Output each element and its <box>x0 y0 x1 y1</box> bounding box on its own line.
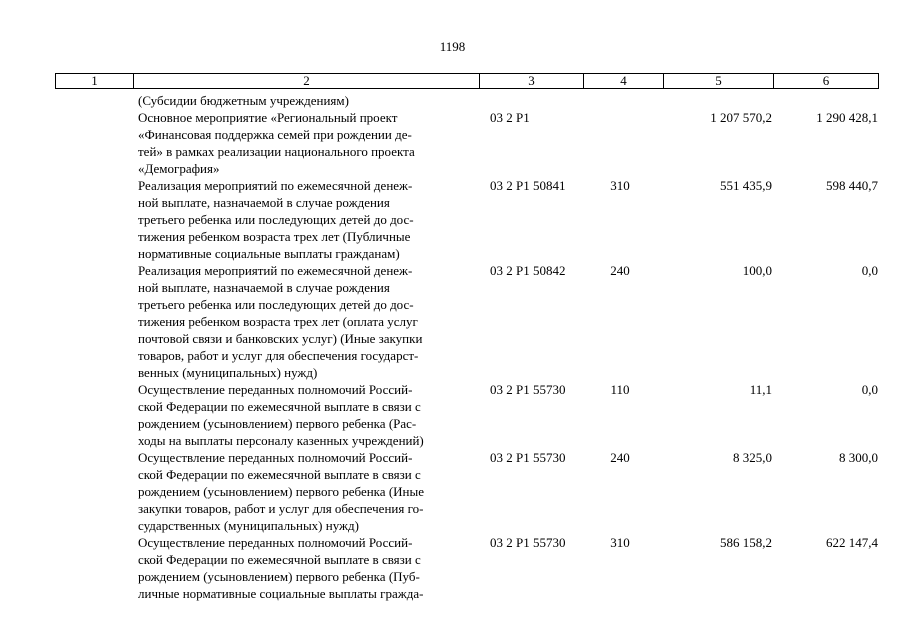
cell-value-2: 598 440,7 <box>826 178 878 193</box>
cell-name: Основное мероприятие «Региональный проект «Финансовая поддержка семей при рождении де- тей» в рамках реализации национального проекта «Демография» <box>138 110 415 176</box>
table-body <box>55 92 879 602</box>
cell-name: Реализация мероприятий по ежемесячной денеж- ной выплате, назначаемой в случае рождения третьего ребенка или последующих детей до дос- тижения ребенком возраста трех лет (оплата услуг почтовой связи и банковских услуг) (Иные закупки товаров, работ и услуг для обеспечения государст- венных (муниципальных) нужд) <box>138 263 423 380</box>
cell-value-2: 8 300,0 <box>839 450 878 465</box>
cell-type: 310 <box>610 535 630 550</box>
cell-value-1: 100,0 <box>742 263 772 278</box>
table-row <box>55 109 879 177</box>
cell-type: 240 <box>610 450 630 465</box>
table-row <box>55 449 879 534</box>
cell-name: Осуществление переданных полномочий Россий- ской Федерации по ежемесячной выплате в связи с рождением (усыновлением) первого ребенка (Иные закупки товаров, работ и услуг для обеспечения го- сударственных (муниципальных) нужд) <box>138 450 424 533</box>
header-col-2: 2 <box>133 74 479 88</box>
cell-value-1: 551 435,9 <box>720 178 772 193</box>
table-row <box>55 92 879 109</box>
cell-name: Осуществление переданных полномочий Россий- ской Федерации по ежемесячной выплате в связи с рождением (усыновлением) первого ребенка (Пуб- личные нормативные социальные выплаты гражда- <box>138 535 424 601</box>
cell-code: 03 2 P1 55730 <box>490 535 566 550</box>
table-row <box>55 177 879 262</box>
cell-name: Осуществление переданных полномочий Россий- ской Федерации по ежемесячной выплате в связи с рождением (усыновлением) первого ребенка (Рас- ходы на выплаты персоналу казенных учреждений) <box>138 382 424 448</box>
cell-value-2: 0,0 <box>861 263 878 278</box>
cell-value-1: 8 325,0 <box>733 450 772 465</box>
cell-value-1: 11,1 <box>749 382 772 397</box>
header-col-1: 1 <box>91 73 98 88</box>
header-col-6: 6 <box>773 74 878 88</box>
cell-value-2: 622 147,4 <box>826 535 878 550</box>
cell-name: (Субсидии бюджетным учреждениям) <box>138 93 349 108</box>
cell-type: 110 <box>610 382 630 397</box>
cell-code: 03 2 P1 <box>490 110 530 125</box>
cell-type: 240 <box>610 263 630 278</box>
table-row <box>55 262 879 381</box>
header-col-4: 4 <box>583 74 663 88</box>
header-col-3: 3 <box>479 74 583 88</box>
cell-value-1: 1 207 570,2 <box>710 110 772 125</box>
cell-value-2: 0,0 <box>861 382 878 397</box>
table-row <box>55 381 879 449</box>
header-col-5: 5 <box>663 74 773 88</box>
table-header <box>55 73 879 89</box>
cell-code: 03 2 P1 50841 <box>490 178 566 193</box>
cell-type: 310 <box>610 178 630 193</box>
page-number: 1198 <box>439 39 466 54</box>
cell-name: Реализация мероприятий по ежемесячной денеж- ной выплате, назначаемой в случае рождения третьего ребенка или последующих детей до дос- тижения ребенком возраста трех лет (Публичные нормативные социальные выплаты гражданам) <box>138 178 414 261</box>
cell-code: 03 2 P1 55730 <box>490 382 566 397</box>
cell-value-2: 1 290 428,1 <box>816 110 878 125</box>
table-row <box>55 534 879 602</box>
cell-code: 03 2 P1 55730 <box>490 450 566 465</box>
cell-value-1: 586 158,2 <box>720 535 772 550</box>
cell-code: 03 2 P1 50842 <box>490 263 566 278</box>
